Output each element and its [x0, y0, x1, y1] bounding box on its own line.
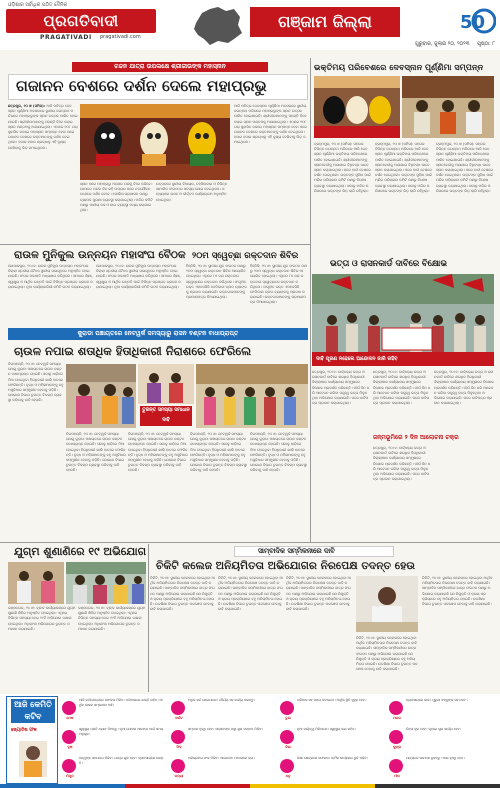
blood-body-col2: ହିଞ୍ଜିଳି, ୨୦।୭: ସ୍ଥାନୀୟ ଯୁବ ସଂଗଠନ ପକ୍ଷରୁ ୨୦ମ ସ୍ୱେଚ୍ଛା ରକ୍ତଦାନ ଶିବିର ଆୟୋଜିତ ହୋଇଥିଲା। ଏଥିରେ ୮୫ ଜଣ ରକ୍ତଦାତା ସ୍ୱେଚ୍ଛାରେ ରକ୍ତଦାନ କରିଥିଲେ। ସଂଗୃହୀତ ରକ୍ତ ଏମକେସିଜି ମେଡିକାଲ ବ୍ଲଡ ବ୍ୟାଙ୍କକୁ ପ୍ରଦାନ କରାଯାଇଛି। ରକ୍ତଦାତାମାନଙ୍କୁ ପ୍ରମାଣପତ୍ର ଦିଆଯାଇଥିଲା। [250, 264, 307, 305]
protest-banner-text: ଦାବି ପୂରଣ ନହେଲେ ଆନ୍ଦୋଳନ ଜାରି ରହିବ [316, 356, 398, 362]
blood-body-col1: ହିଞ୍ଜିଳି, ୨୦।୭: ସ୍ଥାନୀୟ ଯୁବ ସଂଗଠନ ପକ୍ଷରୁ ୨୦ମ ସ୍ୱେଚ୍ଛା ରକ୍ତଦାନ ଶିବିର ଆୟୋଜିତ ହୋଇଥିଲା। ଏଥିରେ ୮୫ ଜଣ ରକ୍ତଦାତା ସ୍ୱେଚ୍ଛାରେ ରକ୍ତଦାନ କରିଥିଲେ। ସଂଗୃହୀତ ରକ୍ତ ଏମକେସିଜି ମେଡିକାଲ ବ୍ଲଡ ବ୍ୟାଙ୍କକୁ ପ୍ରଦାନ କରାଯାଇଛି। ରକ୍ତଦାତାମାନଙ୍କୁ ପ୍ରମାଣପତ୍ର ଦିଆଯାଇଥିଲା। [186, 264, 247, 300]
panchayat-body-col1: ଦିଗପହଣ୍ଡି, ୨୦।୭: ନେଟୱର୍କ ସମସ୍ୟା ଯୋଗୁ କୁରାଡା ପଞ୍ଚାୟତରେ ଚାଉଳ ବଣ୍ଟନ ବାଧାପ୍ରାପ୍ତ ହୋଇଛି। ସକାଳୁ ଧାଡ଼ିରେ ଠିଆ ହୋଇଥିବା ହିତାଧିକାରୀ ଖାଲି ହାତରେ ଫେରିଛନ୍ତି। ବୃଦ୍ଧ ଓ ମହିଳାମାନଙ୍କୁ ବହୁ ଅସୁବିଧାର ସମ୍ମୁଖୀନ ହେବାକୁ ପଡ଼ିଛି। ଯୋଗାଣ ବିଭାଗ ତୁରନ୍ତ ବିକଳ୍ପ ବ୍ୟବସ୍ଥା କରିବାକୁ ଦାବି ହେଉଛି। [8, 362, 64, 403]
college-body-col2: ଚିକିଟି, ୨୦।୭: ସ୍ଥାନୀୟ କଲେଜରେ ହୋଇଥିବା ଆର୍ଥିକ ଅନିୟମିତତାର ନିରପେକ୍ଷ ତଦନ୍ତ ଦାବି କରାଯାଇଛି। ସାମ୍ବାଦିକ ସମ୍ମିଳନୀରେ ଛାତ୍ର ସଂଗଠନ ପକ୍ଷରୁ ଅଭିଯୋଗ କରାଯାଇଛି ଯେ ନିଯୁକ୍ତି ଓ କ୍ରୟ ପ୍ରକ୍ରିୟାରେ ବହୁ ଅନିୟମିତତା ହୋଇଛି। ଉଚ୍ଚଶିକ୍ଷା ବିଭାଗ ତୁରନ୍ତ ପଦକ୍ଷେପ ନେବାକୁ ଦାବି କରାଯାଇଛି। [218, 576, 284, 612]
lead-kicker: ଚନ୍ଦନ ଯାତ୍ରା ଉପଲକ୍ଷେ ଶ୍ରୀଜୀଉଙ୍କ ମହାସ୍ନାନ [72, 62, 268, 72]
right-top-headline[interactable]: ଭକ୍ତିମୟ ପରିବେଶରେ ଦେବସ୍ନାନ ପୂର୍ଣ୍ଣିମା ସମ୍ପନ୍ନ [314, 62, 484, 72]
zodiac-sign-name: ବୃଷ [67, 745, 73, 749]
district-name: ଗଞ୍ଜାମ ଜିଲ୍ଲା [278, 12, 372, 31]
zodiac-sign-name: ମେଷ [66, 716, 74, 720]
right-top-body-col3: ବ୍ରହ୍ମପୁର, ୨୦।୭ (ସମିସ): ସହରର ବିଭିନ୍ନ ଜଗନ୍ନାଥ ମନ୍ଦିରରେ ଆଜି ଦେବସ୍ନାନ ପୂର୍ଣ୍ଣିମା ଭକ୍ତିମୟ ପରିବେଶରେ ପାଳିତ ହୋଇଯାଇଛି। ଶ୍ରୀଜୀଉମାନଙ୍କୁ ସ୍ନାନବେଦୀକୁ ଅଣାଯାଇ ବିଧିବଦ୍ଧ ଭାବେ ସ୍ନାନ କରାଯାଇଥିଲା। ପରେ ହାତୀ ବେଶରେ ଦର୍ଶନ ଦେଇଥିଲେ। ଭକ୍ତଙ୍କ ସୁବିଧା ପାଇଁ ମନ୍ଦିର ପରିଚାଳନା କମିଟି ପକ୍ଷରୁ ବିଶେଷ ବ୍ୟବସ୍ଥା କରାଯାଇଥିଲା। ସକାଳୁ ମନ୍ଦିର ପରିସରରେ ଭକ୍ତଙ୍କ ଭିଡ଼ ଲାଗି ରହିଥିଲା। [436, 142, 493, 193]
meeting-body-col1: ଗୋପାଳପୁର, ୨୦।୭: ରାଉଳ ମୁନିକୁଲ ଉନ୍ନୟନ ମହାସଂଘର ଜିଲ୍ଲା ସ୍ତରୀୟ ବୈଠକ ସ୍ଥାନୀୟ ସଭାଗୃହରେ ଅନୁଷ୍ଠିତ ହୋଇଯାଇଛି। ସଂଘର ସଭାପତି ଅଧ୍ୟକ୍ଷତା କରିଥିଲେ। ସମାଜର ଶିକ୍ଷା, ସ୍ୱାସ୍ଥ୍ୟ ଓ ଆର୍ଥିକ ଉନ୍ନତି ପାଇଁ ବିଭିନ୍ନ ପ୍ରସ୍ତାବ ଗ୍ରହଣ କରାଯାଇଥିଲା। ନୂଆ କାର୍ଯ୍ୟକାରିଣୀ କମିଟି ଗଠନ କରାଯାଇଥିଲା। [8, 264, 93, 289]
zodiac-sign-icon [280, 759, 294, 773]
lead-body-col1 [8, 104, 78, 244]
zodiac-sign[interactable] [171, 727, 275, 755]
logo-latin: PRAGATIVADI [40, 34, 92, 41]
panchayat-body-col4: ଦିଗପହଣ୍ଡି, ୨୦।୭: ନେଟୱର୍କ ସମସ୍ୟା ଯୋଗୁ କୁରାଡା ପଞ୍ଚାୟତରେ ଚାଉଳ ବଣ୍ଟନ ବାଧାପ୍ରାପ୍ତ ହୋଇଛି। ସକାଳୁ ଧାଡ଼ିରେ ଠିଆ ହୋଇଥିବା ହିତାଧିକାରୀ ଖାଲି ହାତରେ ଫେରିଛନ୍ତି। ବୃଦ୍ଧ ଓ ମହିଳାମାନଙ୍କୁ ବହୁ ଅସୁବିଧାର ସମ୍ମୁଖୀନ ହେବାକୁ ପଡ଼ିଛି। ଯୋଗାଣ ବିଭାଗ ତୁରନ୍ତ ବିକଳ୍ପ ବ୍ୟବସ୍ଥା କରିବାକୁ ଦାବି ହେଉଛି। [190, 432, 247, 473]
lead-byline: ଛତ୍ରପୁର, ୨୦।୭ (ସମିସ): [8, 104, 46, 108]
panchayat-headline[interactable]: ଚାଉଳ ନପାଇ ଶତାଧିକ ହିତାଧିକାରୀ ନିରାଶରେ ଫେରିଲେ [14, 344, 252, 358]
zodiac-sign[interactable] [62, 727, 166, 755]
zodiac-sign[interactable] [171, 698, 275, 726]
panchayat-body-col5: ଦିଗପହଣ୍ଡି, ୨୦।୭: ନେଟୱର୍କ ସମସ୍ୟା ଯୋଗୁ କୁରାଡା ପଞ୍ଚାୟତରେ ଚାଉଳ ବଣ୍ଟନ ବାଧାପ୍ରାପ୍ତ ହୋଇଛି। ସକାଳୁ ଧାଡ଼ିରେ ଠିଆ ହୋଇଥିବା ହିତାଧିକାରୀ ଖାଲି ହାତରେ ଫେରିଛନ୍ତି। ବୃଦ୍ଧ ଓ ମହିଳାମାନଙ୍କୁ ବହୁ ଅସୁବିଧାର ସମ୍ମୁଖୀନ ହେବାକୁ ପଡ଼ିଛି। ଯୋଗାଣ ବିଭାଗ ତୁରନ୍ତ ବିକଳ୍ପ ବ୍ୟବସ୍ଥା କରିବାକୁ ଦାବି ହେଉଛି। [250, 432, 307, 473]
zodiac-sign-icon [389, 701, 403, 715]
masthead-tagline: ଓଡ଼ିଶାର ସର୍ବାଧିକ ପଠିତ ଦୈନିକ [8, 2, 68, 8]
zodiac-sign-text: ଆଜି କର୍ମକ୍ଷେତ୍ରରେ ସଫଳତା ମିଳିବ। ପରିବାରରେ ଶାନ୍ତି ରହିବ। ଆର୍ଥିକ ଲାଭର ସମ୍ଭାବନା ଅଛି। [79, 698, 163, 707]
zodiac-sign-name: ମିଥୁନ [66, 774, 74, 778]
college-kicker: ସାମ୍ବାଦିକ ସମ୍ମିଳନୀରେ ଦାବି [258, 547, 335, 555]
meeting-body-col2: ଗୋପାଳପୁର, ୨୦।୭: ରାଉଳ ମୁନିକୁଲ ଉନ୍ନୟନ ମହାସଂଘର ଜିଲ୍ଲା ସ୍ତରୀୟ ବୈଠକ ସ୍ଥାନୀୟ ସଭାଗୃହରେ ଅନୁଷ୍ଠିତ ହୋଇଯାଇଛି। ସଂଘର ସଭାପତି ଅଧ୍ୟକ୍ଷତା କରିଥିଲେ। ସମାଜର ଶିକ୍ଷା, ସ୍ୱାସ୍ଥ୍ୟ ଓ ଆର୍ଥିକ ଉନ୍ନତି ପାଇଁ ବିଭିନ୍ନ ପ୍ରସ୍ତାବ ଗ୍ରହଣ କରାଯାଇଥିଲା। ନୂଆ କାର୍ଯ୍ୟକାରିଣୀ କମିଟି ଗଠନ କରାଯାଇଥିଲା। [96, 264, 181, 289]
panchayat-photo-right[interactable] [196, 364, 308, 428]
column-divider [148, 544, 149, 692]
right-top-body-col2: ବ୍ରହ୍ମପୁର, ୨୦।୭ (ସମିସ): ସହରର ବିଭିନ୍ନ ଜଗନ୍ନାଥ ମନ୍ଦିରରେ ଆଜି ଦେବସ୍ନାନ ପୂର୍ଣ୍ଣିମା ଭକ୍ତିମୟ ପରିବେଶରେ ପାଳିତ ହୋଇଯାଇଛି। ଶ୍ରୀଜୀଉମାନଙ୍କୁ ସ୍ନାନବେଦୀକୁ ଅଣାଯାଇ ବିଧିବଦ୍ଧ ଭାବେ ସ୍ନାନ କରାଯାଇଥିଲା। ପରେ ହାତୀ ବେଶରେ ଦର୍ଶନ ଦେଇଥିଲେ। ଭକ୍ତଙ୍କ ସୁବିଧା ପାଇଁ ମନ୍ଦିର ପରିଚାଳନା କମିଟି ପକ୍ଷରୁ ବିଶେଷ ବ୍ୟବସ୍ଥା କରାଯାଇଥିଲା। ସକାଳୁ ମନ୍ଦିର ପରିସରରେ ଭକ୍ତଙ୍କ ଭିଡ଼ ଲାଗି ରହିଥିଲା। [375, 142, 432, 193]
zodiac-sign-name: ମକର [393, 716, 401, 720]
college-body-col4: ଚିକିଟି, ୨୦।୭: ସ୍ଥାନୀୟ କଲେଜରେ ହୋଇଥିବା ଆର୍ଥିକ ଅନିୟମିତତାର ନିରପେକ୍ଷ ତଦନ୍ତ ଦାବି କରାଯାଇଛି। ସାମ୍ବାଦିକ ସମ୍ମିଳନୀରେ ଛାତ୍ର ସଂଗଠନ ପକ୍ଷରୁ ଅଭିଯୋଗ କରାଯାଇଛି ଯେ ନିଯୁକ୍ତି ଓ କ୍ରୟ ପ୍ରକ୍ରିୟାରେ ବହୁ ଅନିୟମିତତା ହୋଇଛି। ଉଚ୍ଚଶିକ୍ଷା ବିଭାଗ ତୁରନ୍ତ ପଦକ୍ଷେପ ନେବାକୁ ଦାବି କରାଯାଇଛି। [356, 636, 418, 672]
logo-text: ପ୍ରଗତିବାଦୀ [43, 12, 119, 30]
zodiac-sign-icon [389, 730, 403, 744]
panchayat-photo-left[interactable] [66, 364, 136, 428]
zodiac-sign-name: କର୍କଟ [175, 716, 183, 720]
college-headline[interactable]: ଚିକିଟି କଲେଜ ଅନିୟମିତତା ଅଭିଯୋଗର ନିରପେକ୍ଷ ତଦନ୍ତ ହେଉ [156, 560, 416, 572]
zodiac-sign-text: ଯାତ୍ରାରେ ସାବଧାନ ରୁହନ୍ତୁ। ଆୟ ବୃଦ୍ଧି ହେବ। [406, 756, 465, 760]
meeting-headline[interactable]: ରାଉଳ ମୁନିକୁଲ ଉନ୍ନୟନ ମହାସଂଘ ବୈଠକ [14, 249, 186, 261]
panchayat-kicker: କୁରାଡା ପଞ୍ଚାୟତରେ ନେଟୱର୍କ ସମସ୍ୟାରୁ ରାସନ ବଣ୍ଟନ ବାଧାପ୍ରାପ୍ତ [8, 328, 308, 340]
blood-donation-headline[interactable]: ୨୦ମ ସ୍ୱେଚ୍ଛା ରକ୍ତଦାନ ଶିବିର [192, 251, 299, 261]
horoscope-title-box [6, 696, 58, 784]
zodiac-sign[interactable] [389, 698, 493, 726]
lead-body-col4: ଆଜି ପବିତ୍ର ଦେବସ୍ନାନ ପୂର୍ଣ୍ଣିମା ଅବସରରେ ସ୍ଥାନୀୟ ଜଗନ୍ନାଥ ମନ୍ଦିରରେ ମହାପ୍ରଭୁଙ୍କ ସ୍ନାନ ଉତ୍ସବ ପାଳିତ ହୋଇଯାଇଛି। ଶ୍ରୀଜୀଉମାନଙ୍କୁ ପହଣ୍ଡି ବିଜେ କରାଇ ସ୍ନାନ ମଣ୍ଡପକୁ ଅଣାଯାଇଥିଲା। ଏଠାରେ ୧୦୮ ଗରା ସୁବାସିତ ଜଳରେ ମହାସ୍ନାନ ସମ୍ପନ୍ନ ହେବା ପରେ ଗଜାନନ ବେଶରେ ଭକ୍ତମାନଙ୍କୁ ଦର୍ଶନ ଦେଇଥିଲେ। ହଜାର ହଜାର ଶ୍ରଦ୍ଧାଳୁ ଏହି ଦୃଶ୍ୟ ଦେଖିବାକୁ ଭିଡ଼ ଜମାଇଥିଲେ। [234, 104, 307, 145]
zodiac-sign-text: ଶିକ୍ଷା କ୍ଷେତ୍ରରେ ସଫଳତା। ଧାର୍ମିକ କାର୍ଯ୍ୟରେ ରୁଚି ବଢ଼ିବ। [297, 756, 368, 760]
zodiac-sign-text: ପରିଶ୍ରମର ଫଳ ମିଳିବ। ଆଇନଗତ ମାମଲାରେ ଜୟ। [188, 756, 255, 760]
print-color-bar [0, 784, 500, 788]
zodiac-sign-name: କନ୍ୟା [174, 774, 184, 778]
complaint-headline[interactable]: ଯୁଗ୍ମ ଶୁଣାଣିରେ ୧୯ ଅଭିଯୋଗ [14, 545, 147, 558]
college-press-photo[interactable] [356, 576, 418, 632]
zodiac-sign[interactable] [62, 698, 166, 726]
astrologer-avatar-icon [19, 741, 47, 777]
zodiac-sign-text: ଅଧିକ ଖର୍ଚ୍ଚ ହୋଇପାରେ। ଧୈର୍ଯ୍ୟ ସହ କାର୍ଯ୍ୟ କରନ୍ତୁ। [188, 698, 256, 702]
zodiac-sign-text: ବ୍ୟବସାୟରେ ଲାଭ। ପୁରୁଣା ବନ୍ଧୁଙ୍କ ସହ ଭେଟ। [406, 698, 468, 702]
panchayat-body-col2: ଦିଗପହଣ୍ଡି, ୨୦।୭: ନେଟୱର୍କ ସମସ୍ୟା ଯୋଗୁ କୁରାଡା ପଞ୍ଚାୟତରେ ଚାଉଳ ବଣ୍ଟନ ବାଧାପ୍ରାପ୍ତ ହୋଇଛି। ସକାଳୁ ଧାଡ଼ିରେ ଠିଆ ହୋଇଥିବା ହିତାଧିକାରୀ ଖାଲି ହାତରେ ଫେରିଛନ୍ତି। ବୃଦ୍ଧ ଓ ମହିଳାମାନଙ୍କୁ ବହୁ ଅସୁବିଧାର ସମ୍ମୁଖୀନ ହେବାକୁ ପଡ଼ିଛି। ଯୋଗାଣ ବିଭାଗ ତୁରନ୍ତ ବିକଳ୍ପ ବ୍ୟବସ୍ଥା କରିବାକୁ ଦାବି ହେଉଛି। [66, 432, 126, 473]
horoscope-title: ଆଜି କେମିତି କଟିବ [11, 699, 55, 723]
masthead [0, 0, 500, 50]
anniversary-badge-icon [458, 6, 496, 40]
website-url[interactable]: pragativadi.com [100, 34, 141, 40]
seminar-headline[interactable]: ଜନ୍ମଭୂମିରେ ୨ ଦିନ ଆଲୋଚନା ଚକ୍ର [373, 434, 459, 441]
protest-photo[interactable] [312, 274, 494, 366]
zodiac-sign-text: ନୂଆ ଦାୟିତ୍ୱ ମିଳିପାରେ। ସ୍ୱାସ୍ଥ୍ୟ ଭଲ ରହିବ। [297, 727, 356, 731]
zodiac-sign-icon [171, 759, 185, 773]
dateline [250, 41, 495, 47]
panchayat-photo-mid[interactable] [138, 364, 194, 404]
lead-body-text-1: ଆଜି ପବିତ୍ର ଦେବସ୍ନାନ ପୂର୍ଣ୍ଣିମା ଅବସରରେ ସ୍ଥାନୀୟ ଜଗନ୍ନାଥ ମନ୍ଦିରରେ ମହାପ୍ରଭୁଙ୍କ ସ୍ନାନ ଉତ୍ସବ ପାଳିତ ହୋଇଯାଇଛି। ଶ୍ରୀଜୀଉମାନଙ୍କୁ ପହଣ୍ଡି ବିଜେ କରାଇ ସ୍ନାନ ମଣ୍ଡପକୁ ଅଣାଯାଇଥିଲା। ଏଠାରେ ୧୦୮ ଗରା ସୁବାସିତ ଜଳରେ ମହାସ୍ନାନ ସମ୍ପନ୍ନ ହେବା ପରେ ଗଜାନନ ବେଶରେ ଭକ୍ତମାନଙ୍କୁ ଦର୍ଶନ ଦେଇଥିଲେ। ହଜାର ହଜାର ଶ୍ରଦ୍ଧାଳୁ ଏହି ଦୃଶ୍ୟ ଦେଖିବାକୁ ଭିଡ଼ ଜମାଇଥିଲେ। [8, 104, 78, 150]
district-banner [250, 7, 400, 37]
page-number: ପୃଷ୍ଠା: ୮ [477, 41, 495, 47]
zodiac-sign-name: କୁମ୍ଭ [393, 745, 401, 749]
right-top-photo-left[interactable] [314, 76, 400, 138]
zodiac-sign-icon [62, 730, 76, 744]
college-body-col1: ଚିକିଟି, ୨୦।୭: ସ୍ଥାନୀୟ କଲେଜରେ ହୋଇଥିବା ଆର୍ଥିକ ଅନିୟମିତତାର ନିରପେକ୍ଷ ତଦନ୍ତ ଦାବି କରାଯାଇଛି। ସାମ୍ବାଦିକ ସମ୍ମିଳନୀରେ ଛାତ୍ର ସଂଗଠନ ପକ୍ଷରୁ ଅଭିଯୋଗ କରାଯାଇଛି ଯେ ନିଯୁକ୍ତି ଓ କ୍ରୟ ପ୍ରକ୍ରିୟାରେ ବହୁ ଅନିୟମିତତା ହୋଇଛି। ଉଚ୍ଚଶିକ୍ଷା ବିଭାଗ ତୁରନ୍ତ ପଦକ୍ଷେପ ନେବାକୁ ଦାବି କରାଯାଇଛି। [150, 576, 216, 612]
protest-body-col1: ଛତ୍ରପୁର, ୨୦।୭: ବାର୍ଦ୍ଧକ୍ୟ ଭତ୍ତା ଓ ରାସନକାର୍ଡ ଦାବିରେ ଶତାଧିକ ହିତାଧିକାରୀ ଜିଲ୍ଲାପାଳ କାର୍ଯ୍ୟାଳୟ ସମ୍ମୁଖରେ ବିକ୍ଷୋଭ ପ୍ରଦର୍ଶନ କରିଛନ୍ତି। ଦୀର୍ଘ ଦିନ ଧରି ଆବେଦନ କରିବା ସତ୍ତ୍ୱେ ଭତ୍ତା ମିଳୁନଥିବା ଅଭିଯୋଗ କରାଯାଇଛି। ପରେ ଦାବିପତ୍ର ପ୍ରଦାନ କରାଯାଇଥିଲା। [312, 370, 370, 406]
zodiac-sign-icon [62, 701, 76, 715]
zodiac-sign-icon [62, 759, 76, 773]
district-map-icon [188, 3, 248, 47]
zodiac-sign[interactable] [280, 756, 384, 784]
college-body-col5: ଚିକିଟି, ୨୦।୭: ସ୍ଥାନୀୟ କଲେଜରେ ହୋଇଥିବା ଆର୍ଥିକ ଅନିୟମିତତାର ନିରପେକ୍ଷ ତଦନ୍ତ ଦାବି କରାଯାଇଛି। ସାମ୍ବାଦିକ ସମ୍ମିଳନୀରେ ଛାତ୍ର ସଂଗଠନ ପକ୍ଷରୁ ଅଭିଯୋଗ କରାଯାଇଛି ଯେ ନିଯୁକ୍ତି ଓ କ୍ରୟ ପ୍ରକ୍ରିୟାରେ ବହୁ ଅନିୟମିତତା ହୋଇଛି। ଉଚ୍ଚଶିକ୍ଷା ବିଭାଗ ତୁରନ୍ତ ପଦକ୍ଷେପ ନେବାକୁ ଦାବି କରାଯାଇଛି। [422, 576, 493, 607]
horoscope-subtitle: ଜ୍ୟୋତିଷ ଫଳ [11, 728, 37, 733]
zodiac-sign[interactable] [389, 727, 493, 755]
zodiac-sign-icon [389, 759, 403, 773]
issue-date: ଗୁରୁବାର, ଜୁଲାଇ ୨୦, ୨୦୨୩ [414, 41, 470, 47]
protest-headline[interactable]: ଭତ୍ତା ଓ ରାସନକାର୍ଡ ଦାବିରେ ବିକ୍ଷୋଭ [330, 258, 447, 268]
panchayat-inset: ତୁରନ୍ତ ସମସ୍ୟା ସମାଧାନ ଦାବି [140, 406, 192, 426]
zodiac-sign-icon [280, 701, 294, 715]
zodiac-sign-icon [280, 730, 294, 744]
zodiac-sign[interactable] [280, 698, 384, 726]
zodiac-sign-icon [171, 701, 185, 715]
zodiac-sign[interactable] [62, 756, 166, 784]
zodiac-sign-name: ମୀନ [394, 774, 400, 778]
zodiac-sign-name: ବିଛା [285, 745, 291, 749]
zodiac-sign[interactable] [389, 756, 493, 784]
zodiac-sign-name: ଧନୁ [285, 774, 291, 778]
zodiac-sign-text: ପରିବାର ସହ ସମୟ କଟାଇବେ। ଆର୍ଥିକ ସ୍ଥିତି ସୁଦୃଢ଼ ହେବ। [297, 698, 367, 702]
zodiac-sign-name: ତୁଳା [285, 716, 291, 720]
zodiac-sign-text: ସମ୍ମାନ ବୃଦ୍ଧି ହେବ। ସନ୍ତାନଙ୍କ ଠାରୁ ଶୁଭ ସମ୍ବାଦ ମିଳିବ। [188, 727, 263, 731]
complaint-body-col1: ଭଞ୍ଜନଗର, ୨୦।୭: ବ୍ଲକ କାର୍ଯ୍ୟାଳୟରେ ଯୁଗ୍ମ ଶୁଣାଣି ଶିବିର ଅନୁଷ୍ଠିତ ହୋଇଥିଲା। ଏଥିରେ ବିଭିନ୍ନ ସମସ୍ୟା ନେଇ ୧୯ଟି ଅଭିଯୋଗ ଦାଖଲ ହୋଇଥିଲା। ଅଧିକାଂଶ ଅଭିଯୋଗର ତୁରନ୍ତ ସମାଧାନ କରାଯାଇଛି। [8, 606, 76, 631]
zodiac-sign-icon [171, 730, 185, 744]
protest-body-col2: ଛତ୍ରପୁର, ୨୦।୭: ବାର୍ଦ୍ଧକ୍ୟ ଭତ୍ତା ଓ ରାସନକାର୍ଡ ଦାବିରେ ଶତାଧିକ ହିତାଧିକାରୀ ଜିଲ୍ଲାପାଳ କାର୍ଯ୍ୟାଳୟ ସମ୍ମୁଖରେ ବିକ୍ଷୋଭ ପ୍ରଦର୍ଶନ କରିଛନ୍ତି। ଦୀର୍ଘ ଦିନ ଧରି ଆବେଦନ କରିବା ସତ୍ତ୍ୱେ ଭତ୍ତା ମିଳୁନଥିବା ଅଭିଯୋଗ କରାଯାଇଛି। ପରେ ଦାବିପତ୍ର ପ୍ରଦାନ କରାଯାଇଥିଲା। [373, 370, 431, 406]
panchayat-body-col3: ଦିଗପହଣ୍ଡି, ୨୦।୭: ନେଟୱର୍କ ସମସ୍ୟା ଯୋଗୁ କୁରାଡା ପଞ୍ଚାୟତରେ ଚାଉଳ ବଣ୍ଟନ ବାଧାପ୍ରାପ୍ତ ହୋଇଛି। ସକାଳୁ ଧାଡ଼ିରେ ଠିଆ ହୋଇଥିବା ହିତାଧିକାରୀ ଖାଲି ହାତରେ ଫେରିଛନ୍ତି। ବୃଦ୍ଧ ଓ ମହିଳାମାନଙ୍କୁ ବହୁ ଅସୁବିଧାର ସମ୍ମୁଖୀନ ହେବାକୁ ପଡ଼ିଛି। ଯୋଗାଣ ବିଭାଗ ତୁରନ୍ତ ବିକଳ୍ପ ବ୍ୟବସ୍ଥା କରିବାକୁ ଦାବି ହେଉଛି। [128, 432, 188, 473]
lead-deity-photo[interactable] [80, 104, 230, 180]
complaint-body-col2: ଭଞ୍ଜନଗର, ୨୦।୭: ବ୍ଲକ କାର୍ଯ୍ୟାଳୟରେ ଯୁଗ୍ମ ଶୁଣାଣି ଶିବିର ଅନୁଷ୍ଠିତ ହୋଇଥିଲା। ଏଥିରେ ବିଭିନ୍ନ ସମସ୍ୟା ନେଇ ୧୯ଟି ଅଭିଯୋଗ ଦାଖଲ ହୋଇଥିଲା। ଅଧିକାଂଶ ଅଭିଯୋଗର ତୁରନ୍ତ ସମାଧାନ କରାଯାଇଛି। [78, 606, 146, 631]
zodiac-sign-name: ସିଂହ [176, 745, 182, 749]
zodiac-sign-text: ସ୍ୱାସ୍ଥ୍ୟ ପ୍ରତି ଧ୍ୟାନ ଦିଅନ୍ତୁ। ନୂଆ ଯୋଜନା ଆରମ୍ଭ ପାଇଁ ସମୟ ଅନୁକୂଳ। [79, 727, 164, 736]
row-divider [0, 542, 500, 543]
anniversary-number: 50 [460, 12, 486, 33]
newspaper-logo[interactable] [6, 9, 156, 33]
row-divider [0, 244, 310, 245]
zodiac-sign-text: ଚିନ୍ତା ଦୂର ହେବ। ଗୃହରେ ଶୁଭ କାର୍ଯ୍ୟ ହେବ। [406, 727, 462, 731]
complaint-photo-left[interactable] [8, 562, 64, 604]
lead-body-col3: ଉତ୍ସବରେ ସ୍ଥାନୀୟ ବିଧାୟକ, ତହସିଲଦାର ଓ ବିଭିନ୍ନ ସାମାଜିକ ସଂଗଠନର ସଦସ୍ୟ ଯୋଗ ଦେଇଥିଲେ। ସନ୍ଧ୍ୟାରେ ଭଜନ ଓ କୀର୍ତ୍ତନ କାର୍ଯ୍ୟକ୍ରମ ଅନୁଷ୍ଠିତ ହୋଇଥିଲା। [156, 182, 228, 202]
lead-body-col2: ସ୍ନାନ ପରେ ମହାପ୍ରଭୁ ଅଣସର ଘରକୁ ବିଜେ କରିବେ। ସେଠାରେ ପନ୍ଦର ଦିନ ରହି ଉପଚାର ପରେ ନବଯୌବନ ବେଶରେ ଦର୍ଶନ ଦେବେ। ପୋଲିସ ପ୍ରଶାସନ ପକ୍ଷରୁ ବ୍ୟାପକ ସୁରକ୍ଷା ବ୍ୟବସ୍ଥା କରାଯାଇଥିଲା। ମନ୍ଦିର କମିଟି ପକ୍ଷରୁ ପାନୀୟ ଜଳ ଓ ଛାଇ ବ୍ୟବସ୍ଥା ମଧ୍ୟ କରାଯାଇଥିଲା। [80, 182, 153, 213]
protest-body-col3: ଛତ୍ରପୁର, ୨୦।୭: ବାର୍ଦ୍ଧକ୍ୟ ଭତ୍ତା ଓ ରାସନକାର୍ଡ ଦାବିରେ ଶତାଧିକ ହିତାଧିକାରୀ ଜିଲ୍ଲାପାଳ କାର୍ଯ୍ୟାଳୟ ସମ୍ମୁଖରେ ବିକ୍ଷୋଭ ପ୍ରଦର୍ଶନ କରିଛନ୍ତି। ଦୀର୍ଘ ଦିନ ଧରି ଆବେଦନ କରିବା ସତ୍ତ୍ୱେ ଭତ୍ତା ମିଳୁନଥିବା ଅଭିଯୋଗ କରାଯାଇଛି। ପରେ ଦାବିପତ୍ର ପ୍ରଦାନ କରାଯାଇଥିଲା। [434, 370, 494, 406]
right-top-body-col1: ବ୍ରହ୍ମପୁର, ୨୦।୭ (ସମିସ): ସହରର ବିଭିନ୍ନ ଜଗନ୍ନାଥ ମନ୍ଦିରରେ ଆଜି ଦେବସ୍ନାନ ପୂର୍ଣ୍ଣିମା ଭକ୍ତିମୟ ପରିବେଶରେ ପାଳିତ ହୋଇଯାଇଛି। ଶ୍ରୀଜୀଉମାନଙ୍କୁ ସ୍ନାନବେଦୀକୁ ଅଣାଯାଇ ବିଧିବଦ୍ଧ ଭାବେ ସ୍ନାନ କରାଯାଇଥିଲା। ପରେ ହାତୀ ବେଶରେ ଦର୍ଶନ ଦେଇଥିଲେ। ଭକ୍ତଙ୍କ ସୁବିଧା ପାଇଁ ମନ୍ଦିର ପରିଚାଳନା କମିଟି ପକ୍ଷରୁ ବିଶେଷ ବ୍ୟବସ୍ଥା କରାଯାଇଥିଲା। ସକାଳୁ ମନ୍ଦିର ପରିସରରେ ଭକ୍ତଙ୍କ ଭିଡ଼ ଲାଗି ରହିଥିଲା। [314, 142, 371, 193]
college-body-col3: ଚିକିଟି, ୨୦।୭: ସ୍ଥାନୀୟ କଲେଜରେ ହୋଇଥିବା ଆର୍ଥିକ ଅନିୟମିତତାର ନିରପେକ୍ଷ ତଦନ୍ତ ଦାବି କରାଯାଇଛି। ସାମ୍ବାଦିକ ସମ୍ମିଳନୀରେ ଛାତ୍ର ସଂଗଠନ ପକ୍ଷରୁ ଅଭିଯୋଗ କରାଯାଇଛି ଯେ ନିଯୁକ୍ତି ଓ କ୍ରୟ ପ୍ରକ୍ରିୟାରେ ବହୁ ଅନିୟମିତତା ହୋଇଛି। ଉଚ୍ଚଶିକ୍ଷା ବିଭାଗ ତୁରନ୍ତ ପଦକ୍ଷେପ ନେବାକୁ ଦାବି କରାଯାଇଛି। [286, 576, 352, 612]
lead-headline[interactable]: ଗଜାନନ ବେଶରେ ଦର୍ଶନ ଦେଲେ ମହାପ୍ରଭୁ [16, 77, 267, 95]
right-top-photo-right[interactable] [402, 76, 494, 138]
zodiac-sign-text: ବନ୍ଧୁଙ୍କ ସହଯୋଗ ମିଳିବ। ଯାତ୍ରା ଶୁଭ ହେବ। ବ୍ୟବସାୟରେ ଉନ୍ନତି। [79, 756, 164, 765]
zodiac-sign[interactable] [280, 727, 384, 755]
column-divider [310, 58, 311, 542]
zodiac-sign[interactable] [171, 756, 275, 784]
seminar-body: ଛତ୍ରପୁର, ୨୦।୭: ବାର୍ଦ୍ଧକ୍ୟ ଭତ୍ତା ଓ ରାସନକାର୍ଡ ଦାବିରେ ଶତାଧିକ ହିତାଧିକାରୀ ଜିଲ୍ଲାପାଳ କାର୍ଯ୍ୟାଳୟ ସମ୍ମୁଖରେ ବିକ୍ଷୋଭ ପ୍ରଦର୍ଶନ କରିଛନ୍ତି। ଦୀର୍ଘ ଦିନ ଧରି ଆବେଦନ କରିବା ସତ୍ତ୍ୱେ ଭତ୍ତା ମିଳୁନଥିବା ଅଭିଯୋଗ କରାଯାଇଛି। ପରେ ଦାବିପତ୍ର ପ୍ରଦାନ କରାଯାଇଥିଲା। [373, 446, 431, 482]
complaint-photo-right[interactable] [66, 562, 146, 604]
